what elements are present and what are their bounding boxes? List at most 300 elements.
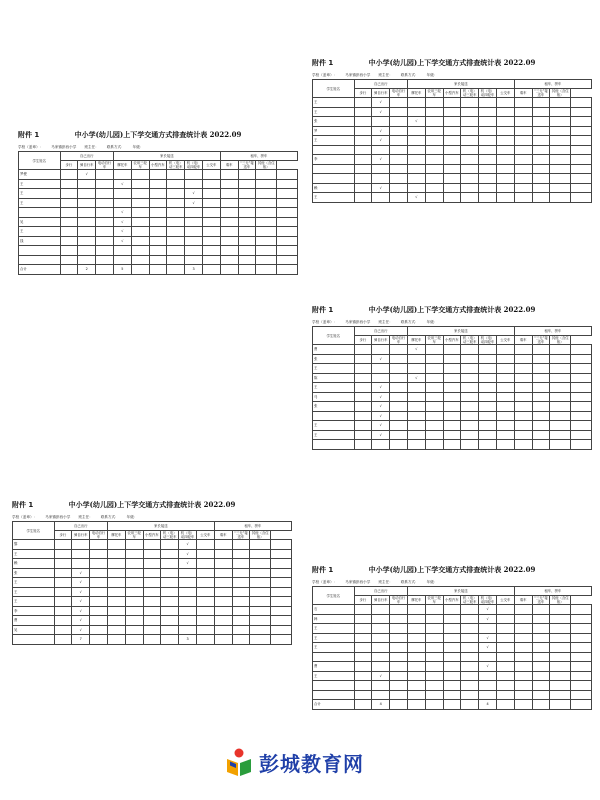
table-cell	[354, 440, 372, 450]
table-cell	[202, 255, 220, 265]
table-cell	[514, 421, 532, 431]
student-name-cell: 王	[313, 107, 355, 117]
table-cell	[167, 236, 185, 246]
table-cell	[571, 145, 592, 155]
table-cell	[161, 568, 179, 578]
table-cell	[143, 578, 161, 588]
table-cell	[196, 559, 214, 569]
header-column: 骑自行车	[372, 596, 390, 605]
table-cell	[425, 98, 443, 108]
table-cell: √	[479, 662, 497, 672]
table-cell: √	[78, 170, 96, 180]
table-cell	[196, 625, 214, 635]
sheet-title: 中小学(幼儿园)上下学交通方式排查统计表 2022.09	[74, 130, 242, 139]
table-cell	[131, 246, 149, 256]
table-cell	[214, 578, 232, 588]
table-cell	[256, 227, 277, 237]
table-cell	[425, 174, 443, 184]
table-cell	[238, 265, 256, 275]
table-cell	[60, 236, 78, 246]
table-cell	[550, 373, 571, 383]
table-cell	[149, 236, 167, 246]
table-cell	[443, 681, 461, 691]
table-cell	[550, 354, 571, 364]
table-cell	[496, 117, 514, 127]
table-cell	[72, 540, 90, 550]
table-cell	[550, 392, 571, 402]
table-row	[19, 246, 298, 256]
table-cell	[220, 255, 238, 265]
table-cell	[390, 690, 408, 700]
table-cell	[125, 568, 143, 578]
table-cell	[96, 265, 114, 275]
student-name-cell: 王	[313, 193, 355, 203]
title-row	[312, 305, 592, 319]
table-cell	[78, 217, 96, 227]
student-name-cell: 王	[19, 198, 61, 208]
table-cell	[571, 345, 592, 355]
table-row	[313, 430, 592, 440]
table-cell	[532, 430, 550, 440]
table-cell	[443, 354, 461, 364]
table-cell	[220, 170, 238, 180]
table-cell	[354, 671, 372, 681]
table-cell	[496, 633, 514, 643]
table-cell	[96, 170, 114, 180]
table-cell	[407, 643, 425, 653]
table-cell	[220, 189, 238, 199]
table-cell: √	[372, 411, 390, 421]
table-cell	[532, 345, 550, 355]
table-cell	[425, 145, 443, 155]
header-column: 步行	[354, 336, 372, 345]
sheet-title: 中小学(幼儿园)上下学交通方式排查统计表 2022.09	[368, 305, 536, 314]
table-cell: √	[407, 117, 425, 127]
table-cell	[479, 183, 497, 193]
table-cell	[571, 354, 592, 364]
table-cell	[443, 624, 461, 634]
table-cell	[185, 170, 203, 180]
table-cell	[372, 624, 390, 634]
header-column: 机（电）动四轮车	[479, 596, 497, 605]
table-cell	[232, 616, 250, 626]
table-cell	[425, 155, 443, 165]
sheet-meta	[12, 515, 292, 520]
table-cell	[390, 614, 408, 624]
table-cell	[250, 549, 271, 559]
table-cell	[271, 635, 292, 645]
student-name-cell: 罗	[313, 126, 355, 136]
table-cell	[202, 179, 220, 189]
table-row	[313, 440, 592, 450]
table-cell	[167, 179, 185, 189]
school-label: 学校（盖章）：	[12, 515, 38, 519]
table-cell: √	[407, 193, 425, 203]
table-cell	[232, 635, 250, 645]
table-cell	[277, 170, 298, 180]
table-cell	[390, 643, 408, 653]
table-cell	[214, 587, 232, 597]
table-cell: √	[72, 587, 90, 597]
table-cell	[72, 559, 90, 569]
table-cell	[354, 183, 372, 193]
table-cell	[354, 392, 372, 402]
table-cell	[514, 633, 532, 643]
table-cell	[277, 208, 298, 218]
table-cell	[96, 198, 114, 208]
header-column: 摩托车	[407, 89, 425, 98]
table-cell	[571, 136, 592, 146]
title-row	[12, 500, 292, 514]
table-cell	[550, 700, 571, 710]
table-cell	[461, 681, 479, 691]
table-cell	[571, 671, 592, 681]
table-cell	[90, 606, 108, 616]
table-cell	[143, 616, 161, 626]
table-cell	[407, 164, 425, 174]
table-cell: √	[72, 606, 90, 616]
table-cell: √	[72, 625, 90, 635]
table-cell	[407, 145, 425, 155]
table-cell	[390, 145, 408, 155]
table-cell: √	[372, 183, 390, 193]
header-column: 摩托车	[113, 161, 131, 170]
table-cell	[407, 662, 425, 672]
table-cell	[461, 671, 479, 681]
table-cell	[256, 236, 277, 246]
header-column: 公交车	[496, 596, 514, 605]
header-column: 乘车	[220, 161, 238, 170]
table-cell	[407, 392, 425, 402]
table-cell	[550, 117, 571, 127]
table-row	[313, 421, 592, 431]
table-cell	[185, 179, 203, 189]
table-cell	[514, 98, 532, 108]
table-row	[313, 373, 592, 383]
teacher-label: 班主任：	[84, 145, 99, 149]
table-cell	[425, 614, 443, 624]
table-cell	[479, 164, 497, 174]
table-row	[313, 364, 592, 374]
table-cell	[202, 265, 220, 275]
table-cell	[390, 155, 408, 165]
student-name-cell	[313, 440, 355, 450]
table-cell	[571, 605, 592, 615]
table-cell	[514, 193, 532, 203]
table-cell	[532, 614, 550, 624]
student-name-cell: 李	[13, 606, 55, 616]
table-cell	[256, 198, 277, 208]
table-cell	[390, 662, 408, 672]
table-cell	[571, 700, 592, 710]
table-cell	[479, 440, 497, 450]
header-column: 乘车	[214, 531, 232, 540]
table-cell	[532, 126, 550, 136]
table-cell	[461, 117, 479, 127]
header-group-hire: 租车、拼车	[214, 522, 291, 531]
table-cell	[390, 624, 408, 634]
table-cell	[372, 614, 390, 624]
header-column: 乘车	[514, 336, 532, 345]
table-cell	[443, 107, 461, 117]
table-cell	[232, 559, 250, 569]
header-group-self: 自己出行	[354, 327, 407, 336]
header-student-name: 学生姓名	[19, 152, 61, 170]
table-cell	[96, 179, 114, 189]
table-cell	[354, 383, 372, 393]
table-cell	[390, 174, 408, 184]
table-cell	[443, 411, 461, 421]
table-cell	[514, 440, 532, 450]
table-cell	[185, 236, 203, 246]
student-name-cell	[313, 174, 355, 184]
header-student-name: 学生姓名	[13, 522, 55, 540]
header-column: 机（电）动三轮车	[461, 336, 479, 345]
table-cell: 3	[185, 265, 203, 275]
table-cell	[479, 174, 497, 184]
sheet-title: 中小学(幼儿园)上下学交通方式排查统计表 2022.09	[68, 500, 236, 509]
table-cell	[443, 174, 461, 184]
table-cell	[354, 155, 372, 165]
table-cell	[90, 559, 108, 569]
table-row	[19, 227, 298, 237]
table-row	[13, 568, 292, 578]
table-row	[313, 145, 592, 155]
table-cell	[550, 421, 571, 431]
table-cell	[532, 605, 550, 615]
table-cell	[250, 635, 271, 645]
header-column: 农用三轮车	[425, 89, 443, 98]
table-cell	[461, 392, 479, 402]
contact-label: 联系方式：	[106, 145, 125, 149]
table-cell	[271, 578, 292, 588]
table-cell	[90, 549, 108, 559]
table-cell	[238, 208, 256, 218]
table-row	[19, 265, 298, 275]
school-label: 学校（盖章）：	[312, 320, 338, 324]
statistics-table	[18, 151, 298, 275]
table-cell	[550, 652, 571, 662]
table-cell	[496, 174, 514, 184]
table-cell	[161, 606, 179, 616]
table-cell	[479, 98, 497, 108]
table-cell	[461, 662, 479, 672]
student-name-cell: 石	[313, 605, 355, 615]
student-name-cell	[313, 690, 355, 700]
sheet-meta	[312, 320, 592, 325]
table-cell: √	[72, 568, 90, 578]
table-cell: √	[372, 354, 390, 364]
header-group-parent: 家长接送	[407, 327, 514, 336]
student-name-cell	[19, 246, 61, 256]
table-cell	[461, 183, 479, 193]
table-cell	[390, 98, 408, 108]
table-cell	[461, 373, 479, 383]
header-column: 机（电）动四轮车	[479, 336, 497, 345]
table-cell	[354, 107, 372, 117]
table-cell	[54, 578, 72, 588]
table-cell	[354, 193, 372, 203]
table-cell	[461, 430, 479, 440]
table-cell	[167, 189, 185, 199]
table-cell	[532, 624, 550, 634]
table-cell	[571, 117, 592, 127]
table-row	[313, 107, 592, 117]
table-cell	[78, 208, 96, 218]
table-cell	[161, 578, 179, 588]
header-column: 农用三轮车	[125, 531, 143, 540]
header-student-name: 学生姓名	[313, 587, 355, 605]
table-cell	[354, 614, 372, 624]
table-cell	[461, 164, 479, 174]
table-cell	[390, 421, 408, 431]
table-cell	[149, 179, 167, 189]
table-cell	[390, 383, 408, 393]
table-cell	[214, 568, 232, 578]
table-cell	[443, 364, 461, 374]
table-cell	[232, 549, 250, 559]
header-column: 公交车	[496, 336, 514, 345]
grade-label: 年级：	[126, 515, 138, 519]
table-row	[19, 170, 298, 180]
table-cell	[390, 117, 408, 127]
table-cell: √	[179, 559, 197, 569]
table-cell	[443, 164, 461, 174]
table-cell: √	[179, 549, 197, 559]
student-name-cell: 王	[19, 189, 61, 199]
table-cell	[514, 145, 532, 155]
table-cell	[461, 383, 479, 393]
table-cell	[107, 625, 125, 635]
table-cell	[60, 217, 78, 227]
table-cell	[271, 597, 292, 607]
table-cell	[461, 411, 479, 421]
table-cell	[479, 421, 497, 431]
table-cell	[107, 578, 125, 588]
table-cell	[407, 383, 425, 393]
table-cell	[443, 700, 461, 710]
table-row	[313, 117, 592, 127]
table-cell	[496, 383, 514, 393]
table-cell	[514, 136, 532, 146]
contact-label: 联系方式：	[100, 515, 119, 519]
table-cell	[250, 578, 271, 588]
table-cell	[54, 587, 72, 597]
table-cell	[60, 179, 78, 189]
header-column: 摩托车	[407, 596, 425, 605]
table-row	[13, 559, 292, 569]
table-cell	[461, 364, 479, 374]
table-row	[313, 671, 592, 681]
table-cell	[107, 606, 125, 616]
student-name-cell: 王	[313, 633, 355, 643]
table-cell	[479, 126, 497, 136]
table-cell	[214, 606, 232, 616]
table-cell	[550, 174, 571, 184]
table-cell	[372, 643, 390, 653]
table-cell	[407, 624, 425, 634]
table-cell	[161, 635, 179, 645]
table-cell	[425, 383, 443, 393]
table-cell	[143, 597, 161, 607]
table-cell	[407, 614, 425, 624]
header-column: 机（电）动三轮车	[461, 89, 479, 98]
table-cell	[54, 635, 72, 645]
header-column: 电动自行车	[390, 89, 408, 98]
table-cell	[407, 126, 425, 136]
table-cell	[271, 549, 292, 559]
table-cell	[72, 549, 90, 559]
table-cell	[131, 227, 149, 237]
table-cell	[496, 421, 514, 431]
table-cell	[202, 189, 220, 199]
header-column: 农用三轮车	[425, 596, 443, 605]
grade-label: 年级：	[426, 73, 438, 77]
table-cell	[532, 98, 550, 108]
table-cell	[532, 700, 550, 710]
table-cell	[407, 440, 425, 450]
table-cell	[354, 700, 372, 710]
table-cell	[256, 170, 277, 180]
table-row	[19, 198, 298, 208]
table-cell	[113, 246, 131, 256]
table-cell	[479, 690, 497, 700]
table-cell: √	[372, 392, 390, 402]
table-cell	[550, 183, 571, 193]
table-cell	[256, 179, 277, 189]
header-column: 小型汽车	[443, 89, 461, 98]
attachment-label: 附件 1	[12, 501, 34, 509]
table-cell	[390, 392, 408, 402]
table-cell: √	[372, 136, 390, 146]
table-cell	[250, 606, 271, 616]
table-cell	[220, 179, 238, 189]
table-cell	[479, 430, 497, 440]
table-cell	[532, 440, 550, 450]
table-cell	[571, 614, 592, 624]
table-cell	[425, 421, 443, 431]
student-name-cell	[313, 145, 355, 155]
table-cell	[390, 364, 408, 374]
table-cell	[131, 217, 149, 227]
table-cell	[496, 440, 514, 450]
table-cell	[107, 559, 125, 569]
statistics-table	[12, 521, 292, 645]
table-cell	[407, 633, 425, 643]
table-cell	[532, 633, 550, 643]
table-cell	[514, 164, 532, 174]
table-cell	[277, 246, 298, 256]
student-name-cell: 赖	[13, 559, 55, 569]
sheet-meta	[18, 145, 298, 150]
header-column: 电动自行车	[390, 596, 408, 605]
table-cell: √	[113, 236, 131, 246]
table-cell	[532, 392, 550, 402]
table-cell	[78, 255, 96, 265]
table-cell	[125, 625, 143, 635]
table-cell	[277, 189, 298, 199]
table-cell	[550, 624, 571, 634]
table-cell	[238, 198, 256, 208]
table-cell	[54, 568, 72, 578]
table-cell	[96, 217, 114, 227]
table-cell	[220, 208, 238, 218]
header-column: “三无”接送车	[232, 531, 250, 540]
table-cell	[461, 98, 479, 108]
table-cell	[550, 155, 571, 165]
table-cell	[96, 189, 114, 199]
table-cell	[90, 616, 108, 626]
